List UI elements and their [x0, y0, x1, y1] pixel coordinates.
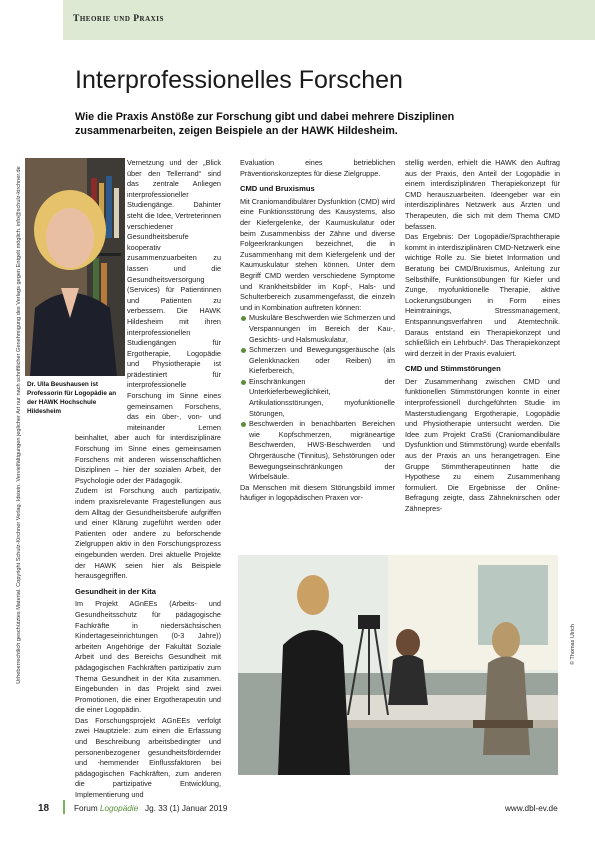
portrait-caption: Dr. Ulla Beushausen ist Professorin für Logopädie an der HAWK Hochschule Hildesheim [27, 381, 117, 415]
column-2 [240, 158, 395, 504]
col1-paragraph-3: Im Projekt AGnEEs (Arbeits- und Gesundheitsschutz für pädagogische Fachkräfte in niedersächsischen Kindertageseinrichtungen (0-3 Jahre)) arbeiten Angehörige der Fakultät Soziale Arbeit und des Bereichs Gesundheit mit pädagogischen Fachkräften partizipativ zum Thema Gesundheit in der Kita zusammen. Eingebunden in das Projekt sind zwei Promotionen, die einer Ergotherapeutin und die einer Logopädin. [75, 599, 221, 715]
magazine-prefix: Forum [74, 804, 98, 813]
col1-paragraph-1 [75, 158, 221, 486]
list-item: Muskuläre Beschwerden wie Schmerzen und Verspannungen im Bereich der Kau-, Gesichts- und Halsmuskulatur, [240, 313, 395, 345]
portrait-float-spacer [75, 158, 127, 423]
col2-paragraph-3: Da Menschen mit diesem Störungsbild immer häufiger in logopädischen Praxen vor- [240, 482, 395, 503]
magazine-issue: Jg. 33 (1) Januar 2019 [145, 804, 228, 813]
col1-text-1: Vernetzung und der „Blick über den Tellerrand“ sind das zentrale Anliegen interprofessioneller Studiengänge. Dahinter steht die Idee, Vertreterinnen verschiedener Gesundheitsberufe kooperativ zusammenzuarbeiten zu lassen und die Gesundheitsversorgung (Services) für Patientinnen und Patienten zu verbessern. Die HAWK Hildesheim mit ihren interprofessionellen Studiengängen für Ergotherapie, Logopädie und Physiotherapie ist prädestiniert für interprofessionelle Forschung im Sinne eines gemeinsamen Forschens, das ein über-, von- und miteinander Lernen beinhaltet, aber auch für interdisziplinäre Forschung im Sinne eines gemeinsamen Forschens mit anderen wissenschaftlichen Disziplinen – hier der sozialen Arbeit, der Psychologie oder der Pädagogik. [75, 158, 221, 485]
section-label: Theorie und Praxis [73, 14, 164, 24]
col2-heading: CMD und Bruxismus [240, 184, 315, 194]
article-title: Interprofessionelles Forschen [75, 66, 403, 94]
column-1-top [75, 158, 221, 801]
col2-paragraph-1: Evaluation eines betrieblichen Präventionskonzeptes für diese Zielgruppe. [240, 158, 395, 178]
col3-heading: CMD und Stimmstörungen [405, 364, 501, 374]
page-number: 18 [38, 803, 50, 814]
col1-paragraph-2: Zudem ist Forschung auch partizipativ, indem praxisrelevante Fragestellungen aus dem Alltag der Gesundheitsberufe aufgriffen und einer Klärung zugeführt werden oder Patienten oder andere zu beforschende Zielgruppen aktiv in den Forschungsprozess eingebunden werden. Drei aktuelle Projekte der HAWK seien hier als Beispiele herausgegriffen. [75, 486, 221, 581]
copyright-side-note [4, 30, 20, 820]
list-item: Einschränkungen der Unterkieferbeweglichkeit, Artikulationsstörungen, myofunktionelle Störungen, [240, 377, 395, 419]
col3-paragraph-3: Der Zusammenhang zwischen CMD und funktionellen Stimmstörungen konnte in einer interprofessionell durchgeführten Studie im Masterstudiengang Ergotherapie, Logopädie und Physiotherapie untersucht werden. Die Idee zum Projekt CraSti (Craniomandibuläre Dysfunktion und Stimmstörung) wurde ebenfalls aus der Praxis an uns herangetragen. Eine Gruppe Stimmtherapeutinnen hatte die Hypothese zu einem Zusammenhang formuliert. Die Ergebnisse der Online-Befragung zeigte, dass Zähneknirschen oder Zähnepres- [405, 376, 560, 513]
col1-heading: Gesundheit in der Kita [75, 586, 157, 596]
list-item: Schmerzen und Bewegungsgeräusche (als Gelenkknacken oder Reiben) im Kieferbereich, [240, 345, 395, 377]
magazine-brand: Logopädie [99, 804, 139, 813]
col2-paragraph-2: Mit Craniomandibulärer Dysfunktion (CMD) wird eine Funktionsstörung des Kausystems, also der Kiefergelenke, der Kaumuskulatur oder beim Zusammenbiss der Zähne und diverse Folgeerkrankungen bezeichnet, die in Zusammenhang mit dem Kiefergelenk und der Kaumuskulatur stehen können. Unter dem Begriff CMD werden verschiedene Symptome und Krankheitsbilder im Kopf-, Hals- und Schulterbereich zusammengefasst, die einzeln und in Kombination auftreten können: [240, 196, 395, 312]
footer-divider [63, 800, 65, 814]
footer-url: www.dbl-ev.de [505, 804, 558, 813]
photo-credit-text: © Thomas Ulrich [570, 624, 576, 665]
research-photo [238, 555, 558, 775]
footer-magazine [74, 804, 227, 813]
symptom-list [240, 313, 395, 483]
column-3 [405, 158, 560, 515]
list-item: Beschwerden in benachbarten Bereichen wie Kopfschmerzen, migräneartige Beschwerden, HWS-Beschwerden und Ohrgeräusche (Tinnitus), Sehstörungen oder Bewegungseinschränkungen der Wirbelsäule. [240, 419, 395, 483]
col3-paragraph-2: Das Ergebnis: Der Logopädie/Sprachtherapie kommt in interdisziplinären CMD-Netzwerk eine wichtige Rolle zu. Sie bietet Information und Beratung bei CMD/Bruxismus, Anleitung zur Selbsthilfe, Funktionsübungen für Kiefer und Zunge, myofunktionelle Therapie, aktive Lockerungsübungen in Form eines Heimtrainings, Stressmanagement, Entspannungsverfahren und Atemtechnik. Daraus entstand ein Therapiekonzept und schließlich ein Lehrbuch¹. Das Therapiekonzept wird derzeit in der Praxis evaluiert. [405, 232, 560, 358]
photo-credit [562, 555, 576, 665]
col3-paragraph-1: stellig werden, erhielt die HAWK den Auftrag aus der Praxis, den Anteil der Logopädie in einem interdisziplinären Therapiekonzept für CMD herauszuarbeiten. Ideengeber war ein interdisziplinäres Netzwerk aus Ärzten und Therapeuten, die sich mit dem Thema CMD befassen. [405, 158, 560, 231]
article-lead: Wie die Praxis Anstöße zur Forschung gibt und dabei mehrere Disziplinen zusammenarbeiten, zeigen Beispiele an der HAWK Hildesheim. [75, 111, 455, 137]
col1-paragraph-4: Das Forschungsprojekt AGnEEs verfolgt zwei Hauptziele: zum einen die Erfassung und Beschreibung arbeitsbedingter und personenbezogener gesundheitsfördernder und -hemmender Einflussfaktoren bei pädagogischen Fachkräften, zum anderen die partizipative Entwicklung, Implementierung und [75, 715, 221, 800]
copyright-text: Urheberrechtlich geschütztes Material. Copyright Schulz-Kirchner Verlag. Idstein. Vervielfältigungen jeglicher Art nur nach schriftlicher Genehmigung des Verlags gegen Entgelt möglich. info@schulz-kirchner.de [16, 166, 22, 684]
